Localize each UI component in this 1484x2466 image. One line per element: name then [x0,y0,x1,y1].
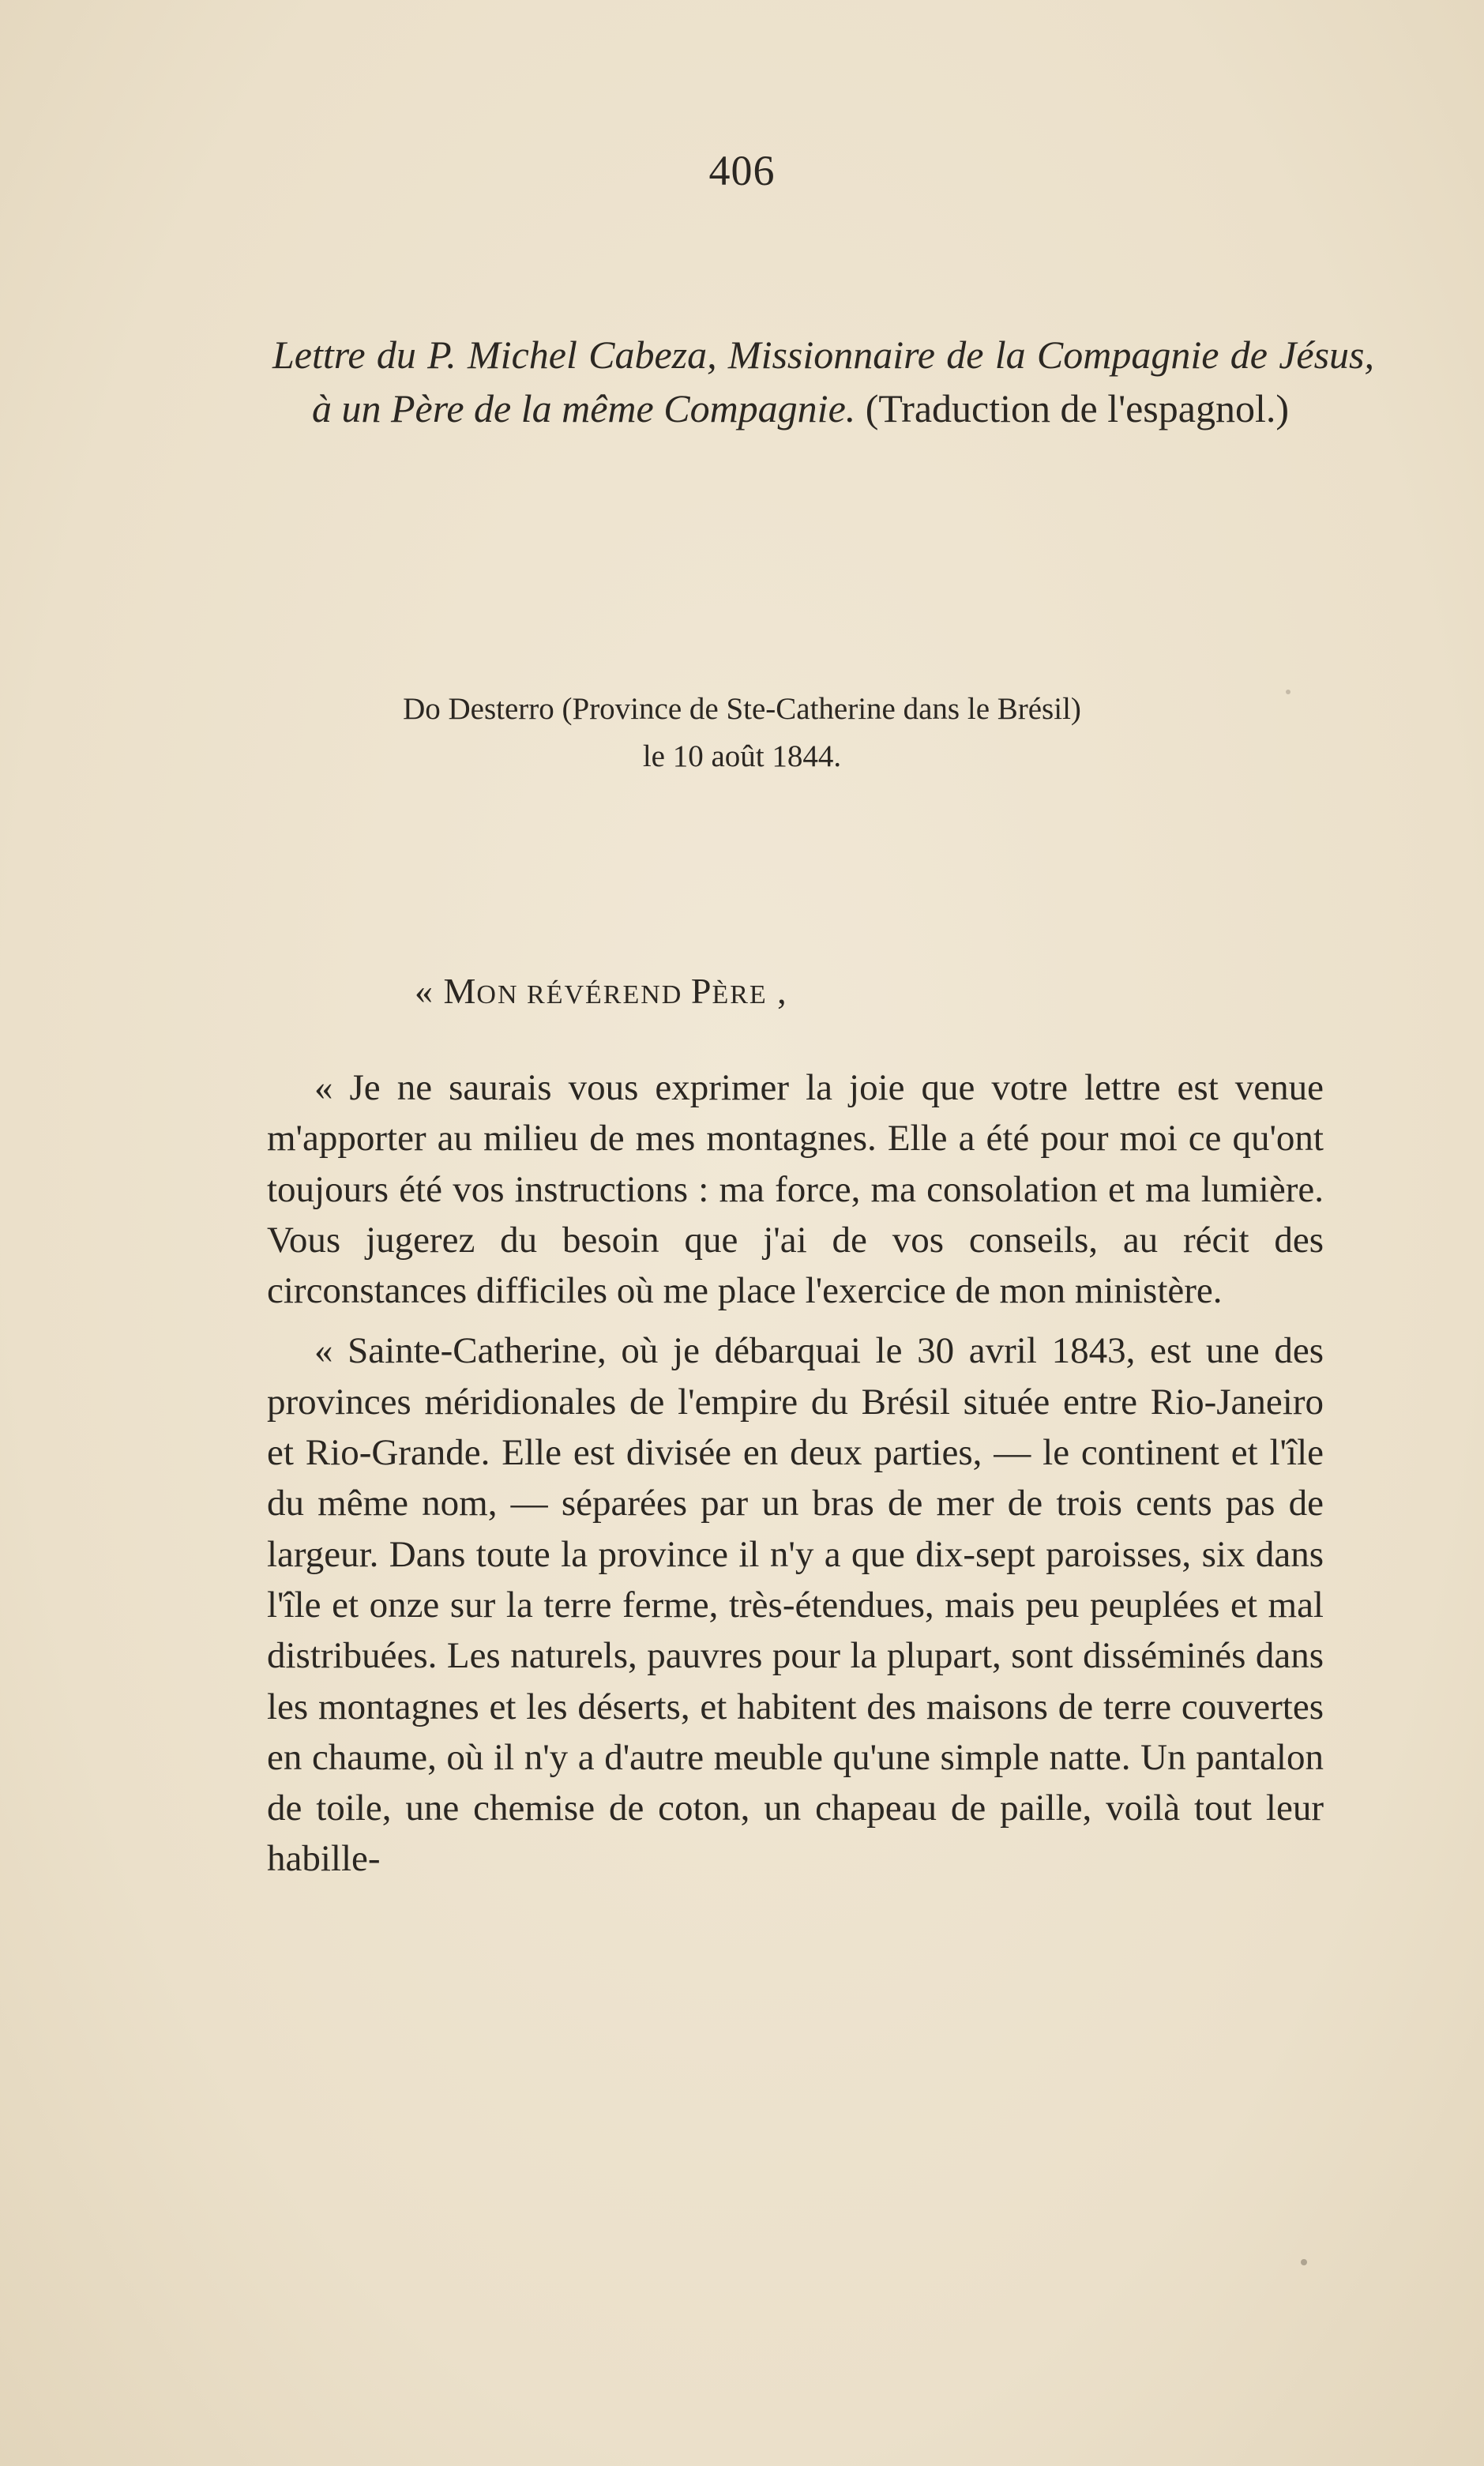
letter-title: Lettre du P. Michel Cabeza, Missionnaire de la Compagnie de Jésus, à un Père de la même Compagnie. [272,333,1374,430]
translation-note: (Traduction de l'espagnol.) [855,386,1289,430]
page-number: 406 [708,147,776,194]
ink-speck [1301,2259,1307,2265]
letter-body [267,1062,1324,1885]
paragraph: « Sainte-Catherine, où je débarquai le 30 avril 1843, est une des provinces méridionales de l'empire du Brésil située entre Rio-Janeiro et Rio-Grande. Elle est divisée en deux parties, — le continent et l'île du même nom, — séparées par un bras de mer de trois cents pas de largeur. Dans toute la province il n'y a que dix-sept paroisses, six dans l'île et onze sur la terre ferme, très-étendues, mais peu peuplées et mal distribuées. Les naturels, pauvres pour la plupart, sont disséminés dans les montagnes et les déserts, et habitent des maisons de terre couvertes en chaume, où il n'y a d'autre meuble qu'une simple natte. Un pantalon de toile, une chemise de coton, un chapeau de paille, voilà tout leur habille- [267,1330,1324,1880]
dateline-date: le 10 août 1844. [642,739,842,773]
salutation: « MON RÉVÉREND PÈRE , [415,971,787,1011]
dateline-place: Do Desterro (Province de Ste-Catherine dans le Brésil) [403,692,1081,726]
letter-heading [272,328,1374,435]
dateline [0,686,1484,780]
ink-speck [1286,690,1291,694]
paragraph: « Je ne saurais vous exprimer la joie que votre lettre est venue m'apporter au milieu de mes montagnes. Elle a été pour moi ce qu'ont toujours été vos instructions : ma force, ma consolation et ma lumière. Vous jugerez du besoin que j'ai de vos conseils, au récit des circonstances difficiles où me place l'exercice de mon ministère. [267,1067,1324,1312]
